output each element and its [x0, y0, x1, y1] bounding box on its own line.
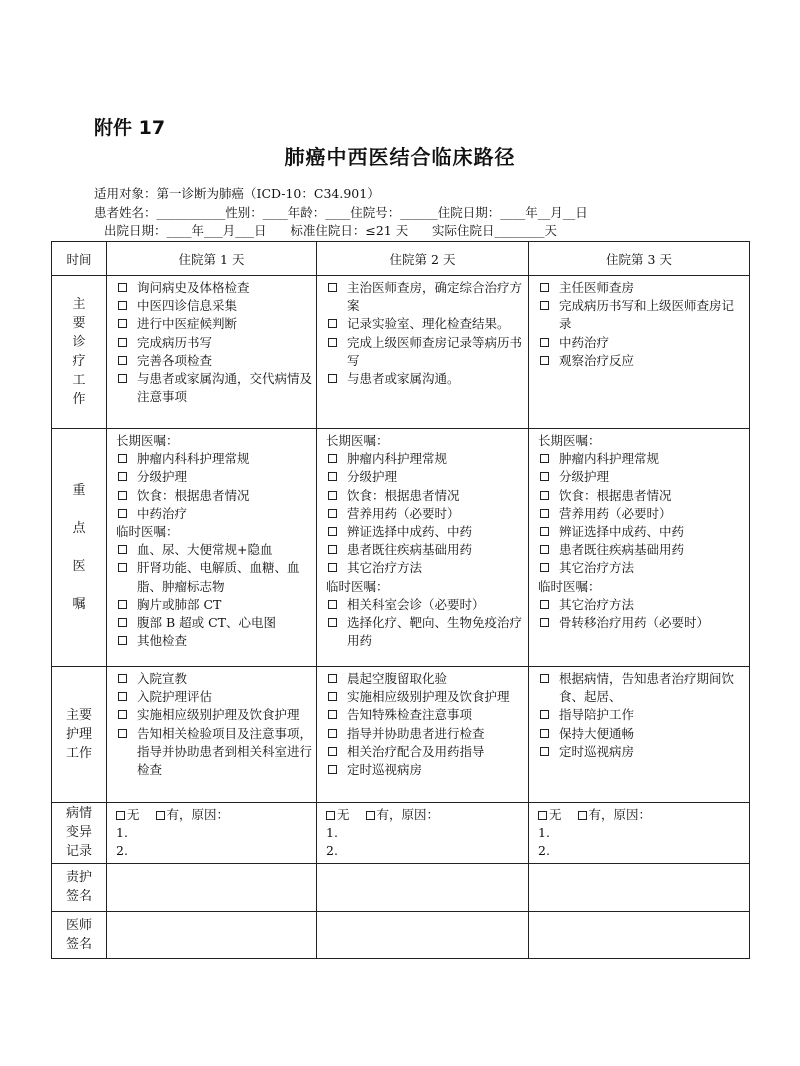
meta-discharge-info: 出院日期：____年___月___日 标准住院日：≤21 天 实际住院日________天	[104, 223, 558, 238]
checklist-item[interactable]	[538, 725, 745, 743]
checkbox[interactable]	[540, 710, 549, 719]
meta-applicable: 适用对象：第一诊断为肺癌（ICD-10：C34.901）	[94, 186, 380, 201]
variation-none-label: 无	[127, 807, 140, 822]
checklist-item-label: 晨起空腹留取化验	[347, 671, 448, 686]
checkbox[interactable]	[328, 509, 337, 518]
checkbox[interactable]	[328, 545, 337, 554]
checklist-item-label: 辨证选择中成药、中药	[559, 524, 685, 540]
variation-item-2[interactable]: 2.	[326, 843, 338, 859]
checkbox[interactable]	[328, 319, 337, 328]
checkbox[interactable]	[328, 692, 337, 701]
checklist-item-label: 主任医师查房	[559, 280, 635, 295]
checklist-item[interactable]	[538, 279, 745, 297]
variation-item-1[interactable]: 1.	[538, 825, 550, 841]
nurse-signature-day1[interactable]	[107, 863, 317, 911]
checklist-item[interactable]	[538, 596, 745, 614]
checklist-item[interactable]	[116, 315, 312, 333]
checkbox[interactable]	[328, 283, 337, 292]
checkbox[interactable]	[328, 674, 337, 683]
checkbox[interactable]	[118, 374, 127, 383]
checkbox[interactable]	[540, 729, 549, 738]
checkbox[interactable]	[540, 618, 549, 627]
variation-has-checkbox[interactable]	[156, 811, 165, 820]
doctor-signature-day3[interactable]	[529, 911, 750, 958]
checklist-item-label: 肿瘤内科科护理常规	[137, 451, 250, 467]
checklist-item[interactable]	[116, 632, 312, 650]
checkbox[interactable]	[540, 674, 549, 683]
checklist-item[interactable]	[326, 450, 524, 468]
checklist-item[interactable]	[538, 706, 745, 724]
checklist-item-label: 告知特殊检查注意事项	[347, 707, 473, 723]
diagnosis-day3	[529, 276, 750, 429]
checkbox[interactable]	[540, 454, 549, 463]
checkbox[interactable]	[328, 618, 337, 627]
checklist-item-label: 肿瘤内科护理常规	[559, 451, 660, 467]
checklist-item[interactable]	[538, 450, 745, 468]
checklist-item[interactable]	[326, 725, 524, 743]
checklist-item[interactable]	[326, 670, 524, 688]
checklist-item-label: 实施相应级别护理及饮食护理	[347, 689, 510, 705]
checklist-item[interactable]	[326, 370, 524, 388]
row-diagnosis	[52, 276, 750, 429]
checkbox[interactable]	[328, 747, 337, 756]
row-label-text: 工作	[65, 746, 92, 761]
checkbox[interactable]	[540, 283, 549, 292]
nurse-signature-day3[interactable]	[529, 863, 750, 911]
checklist-item-label: 完成病历书写	[137, 334, 213, 350]
checklist-item[interactable]	[116, 468, 312, 486]
checklist-item-label: 中药治疗	[559, 334, 610, 350]
checkbox[interactable]	[118, 545, 127, 554]
row-label-text: 变异	[65, 825, 92, 841]
row-label-orders	[52, 429, 107, 667]
variation-has-checkbox[interactable]	[578, 811, 587, 820]
checklist-item-label: 主治医师查房，确定综合治疗方案	[347, 280, 523, 314]
checklist-item-label: 其他检查	[137, 633, 188, 649]
row-label-text: 点	[72, 520, 86, 536]
header-day1: 住院第 1 天	[107, 242, 317, 276]
checkbox[interactable]	[328, 374, 337, 383]
checklist-item[interactable]	[538, 523, 745, 541]
row-label-diagnosis	[52, 276, 107, 429]
checklist-item[interactable]	[116, 334, 312, 352]
checkbox[interactable]	[328, 765, 337, 774]
checklist-item[interactable]	[326, 688, 524, 706]
checklist-item[interactable]	[326, 279, 524, 315]
attachment-label: 附件 17	[94, 117, 166, 139]
checklist-item[interactable]	[116, 596, 312, 614]
variation-item-1[interactable]: 1.	[116, 825, 128, 841]
checkbox[interactable]	[118, 283, 127, 292]
row-label-text: 嘱	[72, 596, 86, 612]
checklist-item-label: 实施相应级别护理及饮食护理	[137, 707, 300, 723]
checklist-item-label: 完成上级医师查房记录等病历书写	[347, 334, 523, 368]
checklist-item[interactable]	[538, 487, 745, 505]
checklist-item-label: 饮食：根据患者情况	[559, 487, 672, 503]
checklist-item-label: 骨转移治疗用药（必要时）	[559, 615, 710, 631]
checklist-item-label: 肝肾功能、电解质、血糖、血脂、肿瘤标志物	[137, 560, 300, 594]
checklist-item[interactable]	[326, 706, 524, 724]
row-variation	[52, 803, 750, 864]
clinical-pathway-table	[51, 241, 750, 959]
checklist-item[interactable]	[116, 688, 312, 706]
checklist-item[interactable]	[116, 487, 312, 505]
variation-has-label: 有，原因：	[166, 807, 230, 822]
checkbox[interactable]	[118, 710, 127, 719]
long-term-orders-label: 长期医嘱：	[116, 433, 179, 448]
checklist-item-label: 辨证选择中成药、中药	[347, 524, 473, 540]
checkbox[interactable]	[328, 491, 337, 500]
checklist-item-label: 定时巡视病房	[347, 762, 423, 778]
row-label-variation	[52, 803, 107, 864]
checklist-item-label: 选择化疗、靶向、生物免疫治疗用药	[347, 615, 523, 649]
checklist-item-label: 营养用药（必要时）	[347, 505, 460, 521]
variation-none-checkbox[interactable]	[116, 811, 125, 820]
row-label-text: 签名	[65, 889, 92, 905]
checklist-item[interactable]	[116, 706, 312, 724]
checklist-item[interactable]	[538, 614, 745, 632]
checkbox[interactable]	[118, 356, 127, 365]
row-label-doctor-signature	[52, 911, 107, 958]
row-doctor-signature	[52, 911, 750, 958]
checklist-item[interactable]	[116, 614, 312, 632]
checklist-item[interactable]	[326, 523, 524, 541]
checkbox[interactable]	[118, 636, 127, 645]
checklist-item-label: 相关治疗配合及用药指导	[347, 743, 485, 759]
checklist-item-label: 分级护理	[347, 469, 398, 485]
checklist-item-label: 相关科室会诊（必要时）	[347, 596, 485, 612]
checklist-item-label: 饮食：根据患者情况	[347, 487, 460, 503]
checklist-item[interactable]	[116, 370, 312, 406]
variation-day2	[317, 803, 529, 864]
checklist-item-label: 保持大便通畅	[559, 725, 635, 741]
variation-none-checkbox[interactable]	[326, 811, 335, 820]
long-term-orders-label: 长期医嘱：	[326, 433, 389, 448]
checklist-item[interactable]	[116, 352, 312, 370]
nursing-day3	[529, 667, 750, 803]
variation-item-1[interactable]: 1.	[326, 825, 338, 841]
row-label-text: 重	[72, 482, 86, 498]
checklist-item[interactable]	[116, 670, 312, 688]
checkbox[interactable]	[118, 600, 127, 609]
row-label-text: 要	[72, 316, 86, 331]
checkbox[interactable]	[118, 491, 127, 500]
row-label-text: 医师	[65, 917, 92, 933]
variation-none-label: 无	[549, 807, 562, 822]
checkbox[interactable]	[540, 747, 549, 756]
checklist-item[interactable]	[326, 334, 524, 370]
variation-none-label: 无	[337, 807, 350, 822]
checklist-item-label: 血、尿、大便常规+隐血	[137, 542, 273, 558]
checklist-item-label: 患者既往疾病基础用药	[559, 542, 685, 558]
checkbox[interactable]	[118, 301, 127, 310]
doctor-signature-day2[interactable]	[317, 911, 529, 958]
checkbox[interactable]	[540, 338, 549, 347]
checkbox[interactable]	[540, 491, 549, 500]
checklist-item-label: 告知相关检验项目及注意事项，指导并协助患者到相关科室进行检查	[137, 725, 313, 778]
variation-has-label: 有，原因：	[376, 807, 440, 822]
checklist-item[interactable]	[538, 541, 745, 559]
checkbox[interactable]	[540, 545, 549, 554]
checklist-item[interactable]	[326, 596, 524, 614]
row-label-text: 疗	[72, 354, 86, 369]
row-label-text: 责护	[65, 870, 92, 886]
checklist-item[interactable]	[326, 743, 524, 761]
temp-orders-label: 临时医嘱：	[116, 524, 179, 540]
checklist-item-label: 肿瘤内科护理常规	[347, 451, 448, 467]
variation-none-checkbox[interactable]	[538, 811, 547, 820]
checklist-item[interactable]	[538, 352, 745, 370]
variation-has-checkbox[interactable]	[366, 811, 375, 820]
checkbox[interactable]	[118, 692, 127, 701]
checklist-item-label: 胸片或肺部 CT	[137, 596, 222, 612]
nursing-day2	[317, 667, 529, 803]
checkbox[interactable]	[328, 472, 337, 481]
checklist-item-label: 入院护理评估	[137, 689, 213, 705]
checklist-item-label: 根据病情，告知患者治疗期间饮食、起居、	[559, 671, 735, 705]
checkbox[interactable]	[328, 527, 337, 536]
checkbox[interactable]	[540, 356, 549, 365]
row-label-text: 病情	[65, 806, 92, 822]
checkbox[interactable]	[118, 509, 127, 518]
checklist-item-label: 饮食：根据患者情况	[137, 487, 250, 503]
checklist-item-label: 患者既往疾病基础用药	[347, 542, 473, 558]
checklist-item[interactable]	[326, 541, 524, 559]
row-label-text: 签名	[65, 936, 92, 952]
variation-item-2[interactable]: 2.	[538, 843, 550, 859]
row-label-text: 作	[72, 392, 86, 407]
checklist-item[interactable]	[326, 505, 524, 523]
variation-day1	[107, 803, 317, 864]
variation-has-label: 有，原因：	[588, 807, 652, 822]
checkbox[interactable]	[118, 674, 127, 683]
checkbox[interactable]	[118, 729, 127, 738]
checklist-item[interactable]	[538, 505, 745, 523]
header-time: 时间	[52, 242, 107, 276]
header-day2: 住院第 2 天	[317, 242, 529, 276]
row-label-text: 医	[72, 558, 86, 574]
checklist-item[interactable]	[326, 468, 524, 486]
checkbox[interactable]	[540, 527, 549, 536]
checklist-item[interactable]	[116, 725, 312, 780]
checklist-item-label: 询问病史及体格检查	[137, 280, 250, 295]
diagnosis-day1	[107, 276, 317, 429]
checkbox[interactable]	[540, 472, 549, 481]
doctor-signature-day1[interactable]	[107, 911, 317, 958]
checkbox[interactable]	[118, 472, 127, 481]
row-label-text: 诊	[72, 335, 86, 350]
row-nursing	[52, 667, 750, 803]
checklist-item-label: 完成病历书写和上级医师查房记录	[559, 298, 735, 332]
checkbox[interactable]	[118, 319, 127, 328]
orders-day2	[317, 429, 529, 667]
checklist-item-label: 其它治疗方法	[559, 596, 635, 612]
checkbox[interactable]	[540, 600, 549, 609]
diagnosis-day2	[317, 276, 529, 429]
checkbox[interactable]	[328, 729, 337, 738]
checklist-item[interactable]	[326, 614, 524, 650]
checklist-item-label: 中药治疗	[137, 505, 188, 521]
checklist-item[interactable]	[538, 297, 745, 333]
temp-orders-label: 临时医嘱：	[326, 578, 389, 594]
checkbox[interactable]	[118, 454, 127, 463]
checklist-item-label: 营养用药（必要时）	[559, 505, 672, 521]
row-label-text: 记录	[65, 844, 92, 860]
checklist-item-label: 定时巡视病房	[559, 743, 635, 759]
checklist-item-label: 入院宣教	[137, 671, 188, 686]
checklist-item[interactable]	[116, 541, 312, 559]
checklist-item[interactable]	[538, 468, 745, 486]
checklist-item-label: 腹部 B 超或 CT、心电图	[137, 615, 277, 631]
checkbox[interactable]	[540, 301, 549, 310]
page-title: 肺癌中西医结合临床路径	[284, 145, 516, 169]
checklist-item-label: 记录实验室、理化检查结果。	[347, 316, 510, 332]
checkbox[interactable]	[328, 454, 337, 463]
checklist-item-label: 中医四诊信息采集	[137, 298, 238, 314]
checklist-item[interactable]	[538, 559, 745, 577]
checkbox[interactable]	[328, 563, 337, 572]
row-label-text: 护理	[65, 727, 92, 742]
checklist-item-label: 完善各项检查	[137, 352, 213, 368]
checklist-item[interactable]	[116, 297, 312, 315]
variation-options	[538, 806, 745, 824]
checklist-item-label: 与患者或家属沟通。	[347, 371, 460, 387]
checklist-item[interactable]	[538, 334, 745, 352]
header-day3: 住院第 3 天	[529, 242, 750, 276]
checklist-item-label: 分级护理	[559, 469, 610, 485]
row-label-nursing	[52, 667, 107, 803]
checklist-item[interactable]	[326, 487, 524, 505]
checkbox[interactable]	[328, 338, 337, 347]
checklist-item[interactable]	[116, 450, 312, 468]
checklist-item-label: 进行中医症候判断	[137, 316, 238, 332]
checkbox[interactable]	[540, 509, 549, 518]
checklist-item[interactable]	[116, 559, 312, 595]
orders-day1	[107, 429, 317, 667]
variation-day3	[529, 803, 750, 864]
checklist-item[interactable]	[326, 761, 524, 779]
row-nurse-signature	[52, 863, 750, 911]
checkbox[interactable]	[540, 563, 549, 572]
checkbox[interactable]	[118, 563, 127, 572]
checklist-item[interactable]	[326, 559, 524, 577]
variation-options	[326, 806, 524, 824]
variation-item-2[interactable]: 2.	[116, 843, 128, 859]
checklist-item-label: 其它治疗方法	[559, 560, 635, 576]
checklist-item-label: 与患者或家属沟通，交代病情及注意事项	[137, 371, 313, 405]
checklist-item[interactable]	[116, 279, 312, 297]
row-label-text: 工	[72, 373, 86, 388]
checklist-item-label: 指导并协助患者进行检查	[347, 725, 485, 741]
temp-orders-label: 临时医嘱：	[538, 578, 601, 594]
row-label-text: 主要	[65, 708, 92, 723]
checklist-item-label: 指导陪护工作	[559, 707, 635, 723]
variation-options	[116, 806, 312, 824]
checklist-item[interactable]	[326, 315, 524, 333]
row-label-nurse-signature	[52, 863, 107, 911]
meta-patient-info: 患者姓名：___________性别：____年龄：____住院号：______住院日期：____年__月__日	[94, 205, 588, 220]
checklist-item[interactable]	[116, 505, 312, 523]
row-label-text: 主	[72, 297, 86, 312]
checklist-item[interactable]	[538, 743, 745, 761]
checkbox[interactable]	[328, 710, 337, 719]
nurse-signature-day2[interactable]	[317, 863, 529, 911]
checklist-item[interactable]	[538, 670, 745, 706]
checkbox[interactable]	[118, 618, 127, 627]
checkbox[interactable]	[328, 600, 337, 609]
long-term-orders-label: 长期医嘱：	[538, 433, 601, 448]
orders-day3	[529, 429, 750, 667]
checklist-item-label: 其它治疗方法	[347, 560, 423, 576]
checklist-item-label: 观察治疗反应	[559, 352, 635, 368]
nursing-day1	[107, 667, 317, 803]
row-orders	[52, 429, 750, 667]
checklist-item-label: 分级护理	[137, 469, 188, 485]
header-row	[52, 242, 750, 276]
checkbox[interactable]	[118, 338, 127, 347]
